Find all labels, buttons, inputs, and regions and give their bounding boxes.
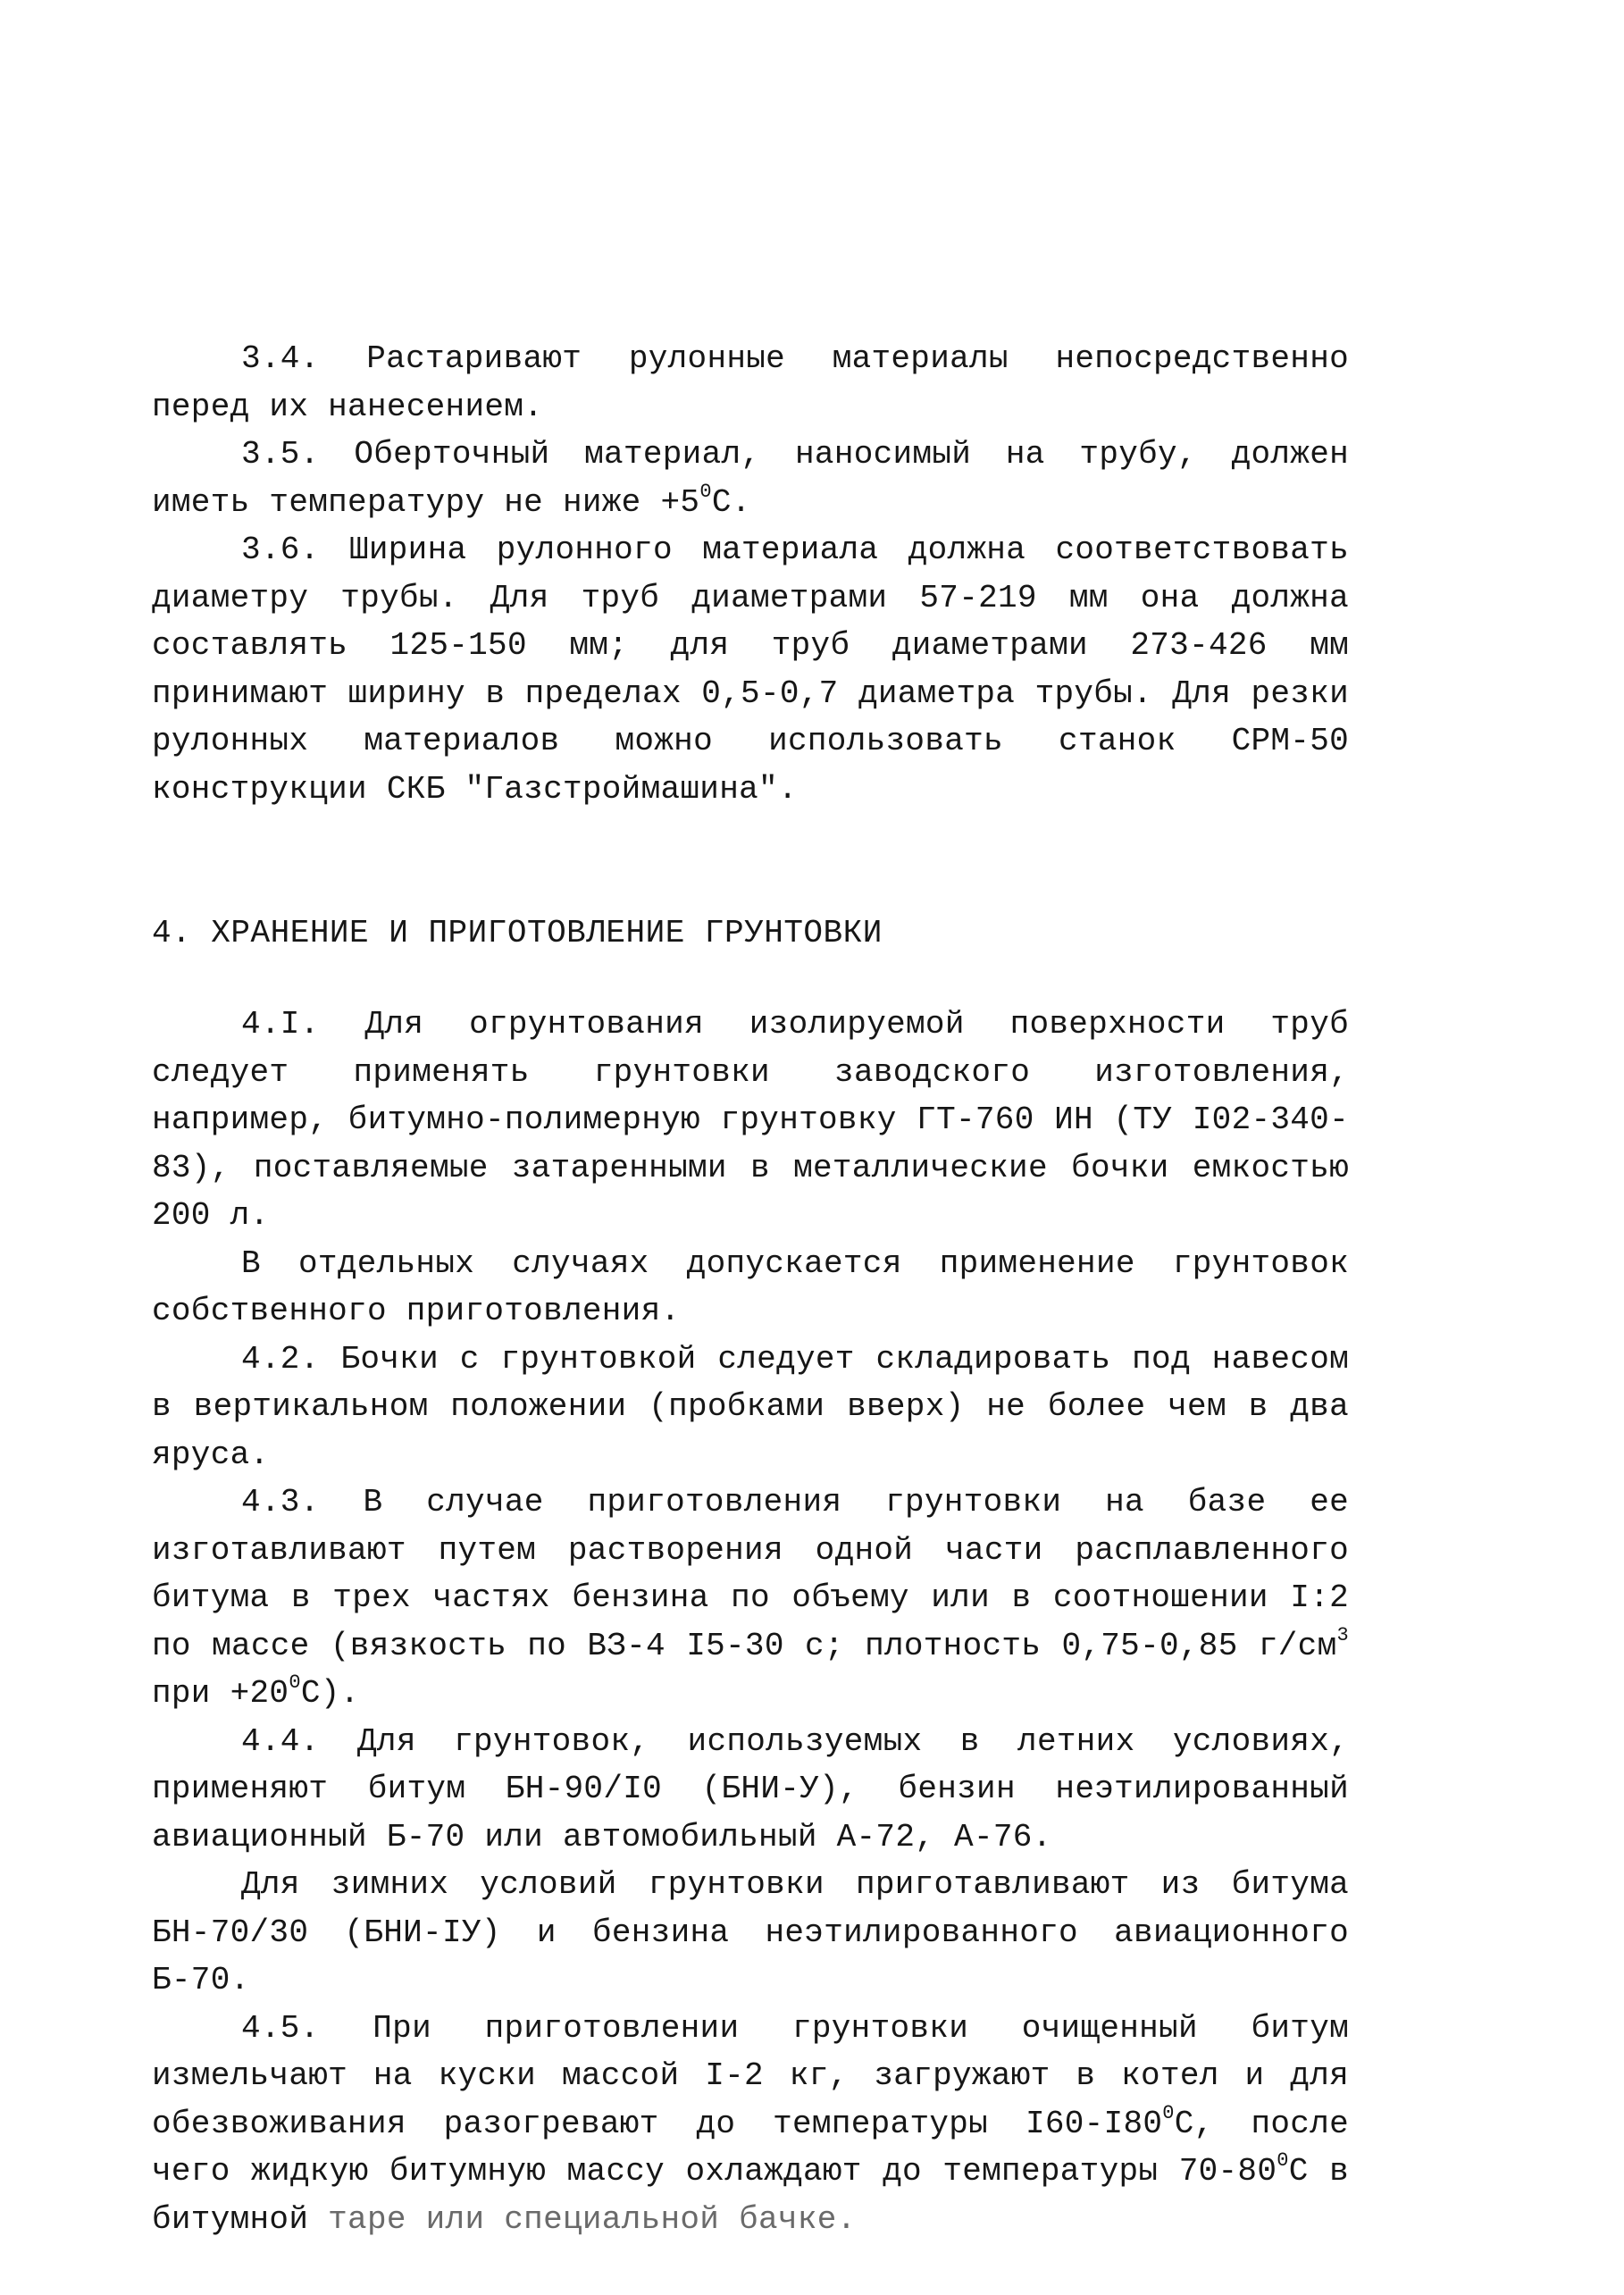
degree-superscript: 0	[1162, 2101, 1175, 2124]
paragraph-4-1	[152, 1001, 1349, 1240]
paragraph-text: При приготовлении грунтовки очищенный битум измельчают на куски массой I-2 кг, загружают в котел и для обезвоживания разогревают до температуры I60-I80	[152, 2009, 1350, 2142]
degree-superscript: 0	[1277, 2149, 1289, 2172]
clause-number: 4.2.	[241, 1340, 320, 1378]
paragraph-4-4-continuation	[152, 1861, 1349, 2005]
section-3-block	[152, 335, 1349, 813]
paragraph-text-mid: С, после чего жидкую битумную массу охлаждают до температуры 70-80	[152, 2105, 1349, 2190]
paragraph-3-5	[152, 431, 1349, 526]
paragraph-4-3	[152, 1478, 1349, 1718]
paragraph-text-mid: при +20	[152, 1675, 289, 1712]
clause-number: 4.4.	[241, 1722, 320, 1760]
section-4-heading: 4. ХРАНЕНИЕ И ПРИГОТОВЛЕНИЕ ГРУНТОВКИ	[152, 915, 883, 951]
degree-superscript: 0	[289, 1671, 301, 1694]
paragraph-text-end: С в битумной	[152, 2153, 1349, 2238]
paragraph-text: Оберточный материал, наносимый на трубу, должен иметь температуру не ниже +5	[152, 436, 1350, 521]
paragraph-4-2	[152, 1336, 1349, 1479]
paragraph-text-end: С.	[711, 483, 751, 521]
paragraph-text: Ширина рулонного материала должна соответствовать диаметру трубы. Для труб диаметрами 57-219 мм она должна составлять 125-150 мм; для труб диаметрами 273-426 мм принимают ширину в пределах 0,5-0,7 диаметра трубы. Для резки рулонных материалов можно использовать станок СРМ-50 конструкции СКБ "Газстроймашина".	[152, 532, 1349, 808]
clause-number: 4.I.	[241, 1006, 320, 1043]
clause-number: 3.6.	[241, 532, 320, 568]
paragraph-text: Бочки с грунтовкой следует складировать под навесом в вертикальном положении (пробками вверх) не более чем в два яруса.	[152, 1340, 1349, 1473]
degree-superscript: 0	[699, 480, 712, 503]
paragraph-text: Растаривают рулонные материалы непосредственно перед их нанесением.	[152, 340, 1350, 425]
clause-number: 3.4.	[241, 340, 320, 377]
paragraph-3-6	[152, 526, 1349, 813]
cubic-superscript: 3	[1336, 1623, 1349, 1646]
section-4-heading-block	[152, 909, 1349, 958]
paragraph-text: Для грунтовок, используемых в летних условиях, применяют битум БН-90/I0 (БНИ-У), бензин неэтилированный авиационный Б-70 или автомобильный А-72, А-76.	[152, 1722, 1349, 1855]
paragraph-3-4	[152, 335, 1349, 431]
clause-number: 4.3.	[241, 1484, 320, 1520]
paragraph-text: Для огрунтования изолируемой поверхности труб следует применять грунтовки заводского изготовления, например, битумно-полимерную грунтовку ГТ-760 ИН (ТУ I02-340-83), поставляемые затаренными в металлические бочки емкостью 200 л.	[152, 1006, 1349, 1234]
paragraph-text-end: С).	[300, 1675, 360, 1712]
paragraph-4-1-continuation	[152, 1240, 1349, 1336]
clause-number: 4.5.	[241, 2009, 320, 2047]
paragraph-text: В отдельных случаях допускается применение грунтовок собственного приготовления.	[152, 1244, 1349, 1329]
clause-number: 3.5.	[241, 436, 320, 473]
section-4-block	[152, 1001, 1349, 2243]
paragraph-4-5	[152, 2005, 1349, 2244]
paragraph-text: В случае приготовления грунтовки на базе ее изготавливают путем растворения одной части расплавленного битума в трех частях бензина по объему или в соотношении I:2 по массе (вязкость по ВЗ-4 I5-30 с; плотность 0,75-0,85 г/см	[152, 1484, 1350, 1664]
paragraph-text: Для зимних условий грунтовки приготавливают из битума БН-70/30 (БНИ-IУ) и бензина неэтилированного авиационного Б-70.	[152, 1866, 1349, 1998]
paragraph-4-4	[152, 1718, 1349, 1862]
faded-text: таре или специальной бачке.	[328, 2200, 857, 2238]
